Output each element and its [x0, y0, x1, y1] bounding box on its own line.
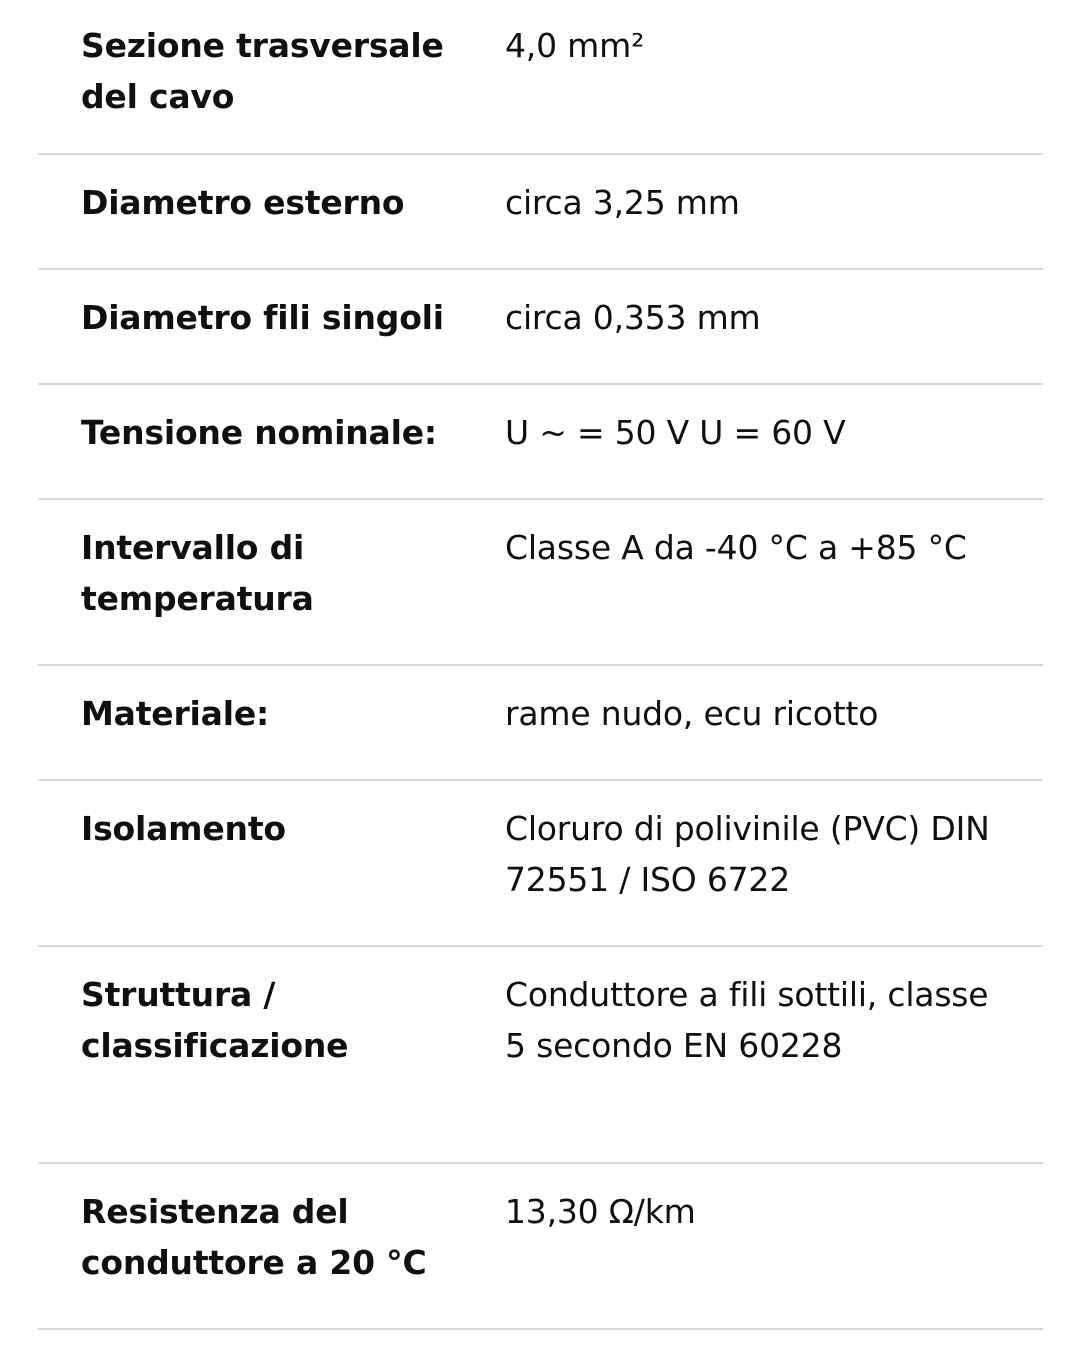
spec-label: Resistenza del conduttore a 20 °C — [81, 1192, 427, 1282]
spec-row — [38, 270, 1043, 385]
spec-label: Isolamento — [81, 809, 286, 848]
spec-label: Intervallo di temperatura — [81, 528, 314, 618]
spec-row — [38, 0, 1043, 155]
spec-value: 13,30 Ω/km — [505, 1192, 696, 1231]
spec-value: U ~ = 50 V U = 60 V — [505, 413, 846, 452]
spec-value: Conduttore a fili sottili, classe 5 secondo EN 60228 — [505, 975, 989, 1065]
spec-value: circa 0,353 mm — [505, 298, 761, 337]
spec-value: rame nudo, ecu ricotto — [505, 694, 879, 733]
spec-row — [38, 666, 1043, 781]
spec-label: Materiale: — [81, 694, 270, 733]
spec-value: Classe A da -40 °C a +85 °C — [505, 528, 967, 567]
spec-value: circa 3,25 mm — [505, 183, 740, 222]
spec-row — [38, 1164, 1043, 1330]
spec-row — [38, 385, 1043, 500]
spec-label: Struttura / classificazione — [81, 975, 349, 1065]
spec-label: Sezione trasversale del cavo — [81, 26, 444, 116]
spec-row — [38, 781, 1043, 947]
spec-value: Cloruro di polivinile (PVC) DIN 72551 / ISO 6722 — [505, 809, 990, 899]
spec-label: Diametro esterno — [81, 183, 405, 222]
spec-row — [38, 500, 1043, 666]
spec-label: Tensione nominale: — [81, 413, 437, 452]
spec-row — [38, 155, 1043, 270]
spec-table — [38, 0, 1043, 1330]
spec-label: Diametro fili singoli — [81, 298, 444, 337]
spec-value: 4,0 mm² — [505, 26, 645, 65]
spec-row — [38, 947, 1043, 1164]
